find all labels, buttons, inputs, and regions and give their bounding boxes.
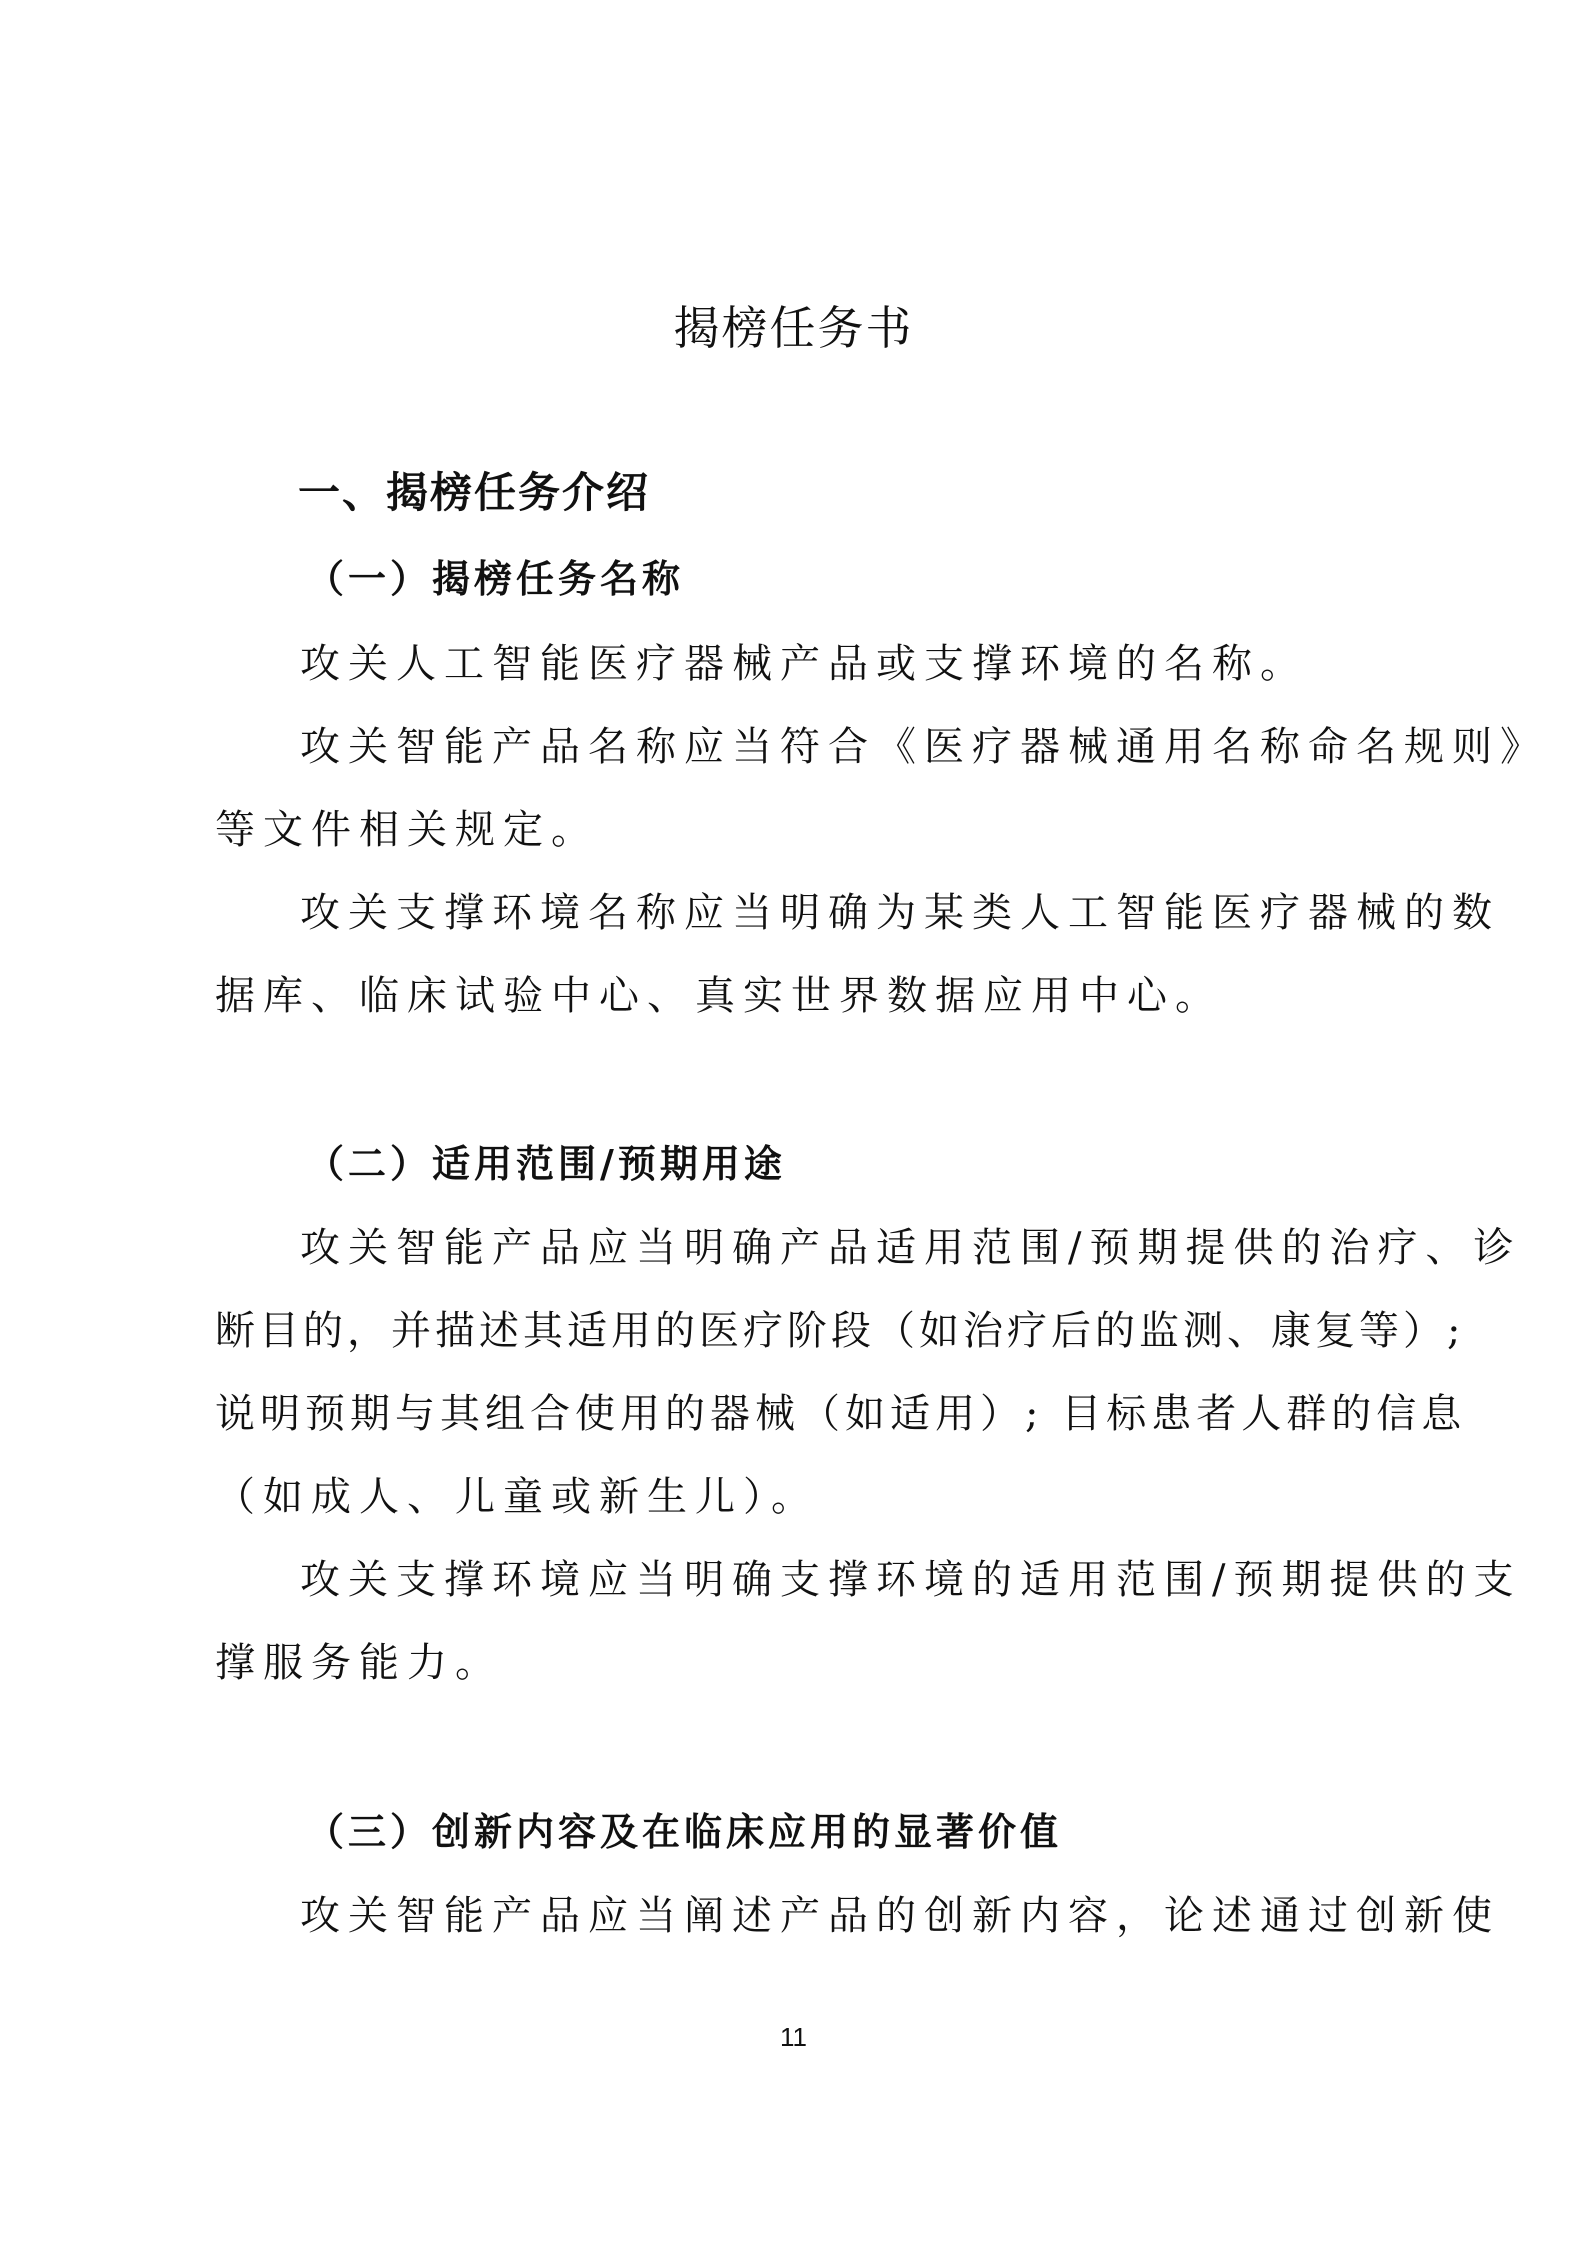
subsection-heading-2: （二）适用范围/预期用途 xyxy=(306,1141,786,1186)
paragraph-line: （如成人、儿童或新生儿）。 xyxy=(215,1474,819,1520)
paragraph-line: 攻关智能产品应当明确产品适用范围/预期提供的治疗、诊 xyxy=(300,1225,1522,1271)
section-heading-1: 一、揭榜任务介绍 xyxy=(298,468,651,517)
paragraph-line: 攻关人工智能医疗器械产品或支撑环境的名称。 xyxy=(300,641,1308,687)
subsection-heading-3: （三）创新内容及在临床应用的显著价值 xyxy=(306,1809,1063,1854)
document-title: 揭榜任务书 xyxy=(673,301,914,355)
paragraph-line: 攻关支撑环境应当明确支撑环境的适用范围/预期提供的支 xyxy=(300,1557,1522,1603)
paragraph-line: 攻关智能产品应当阐述产品的创新内容，论述通过创新使 xyxy=(300,1893,1500,1939)
paragraph-line: 撑服务能力。 xyxy=(215,1640,503,1686)
paragraph-line: 据库、临床试验中心、真实世界数据应用中心。 xyxy=(215,973,1223,1019)
page-number: 11 xyxy=(780,2022,807,2052)
paragraph-line: 等文件相关规定。 xyxy=(215,807,599,853)
paragraph-line: 断目的，并描述其适用的医疗阶段（如治疗后的监测、康复等）; xyxy=(215,1308,1465,1354)
subsection-heading-1: （一）揭榜任务名称 xyxy=(306,556,685,601)
paragraph-line: 攻关支撑环境名称应当明确为某类人工智能医疗器械的数 xyxy=(300,890,1500,936)
paragraph-line: 说明预期与其组合使用的器械（如适用）; 目标患者人群的信息 xyxy=(215,1391,1467,1437)
paragraph-line: 攻关智能产品名称应当符合《医疗器械通用名称命名规则》 xyxy=(300,724,1548,770)
